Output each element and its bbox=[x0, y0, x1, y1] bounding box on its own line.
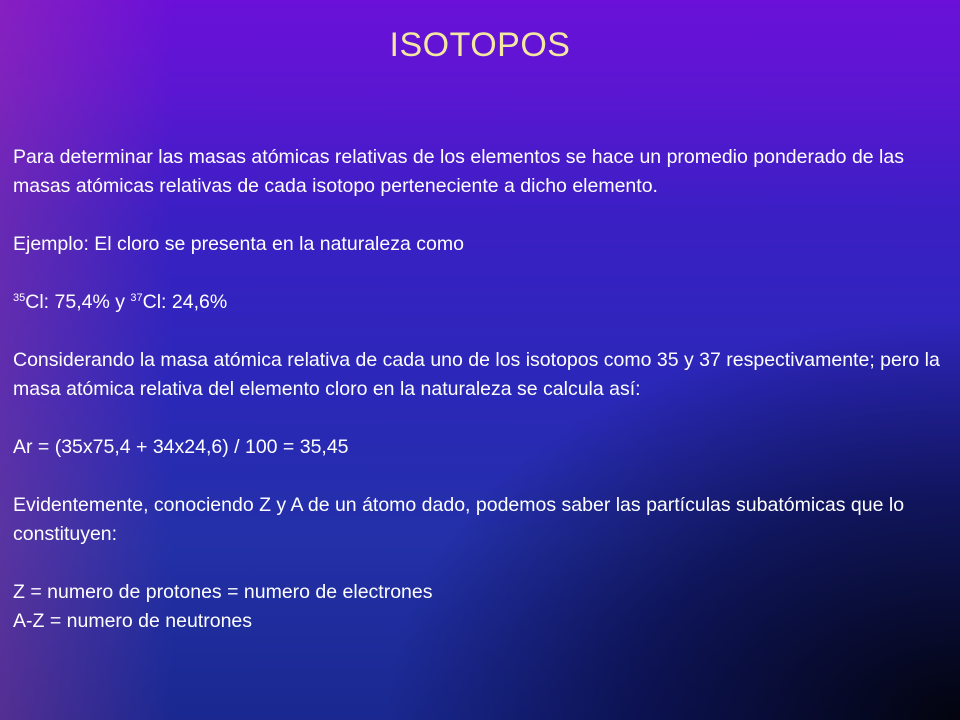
a-minus-z-definition: A-Z = numero de neutrones bbox=[13, 610, 253, 632]
spacer bbox=[13, 549, 948, 578]
spacer bbox=[13, 404, 948, 433]
isotope-35-text: Cl: 75,4% y bbox=[25, 291, 131, 313]
isotope-abundances bbox=[13, 288, 948, 317]
spacer bbox=[13, 259, 948, 288]
z-definition: Z = numero de protones = numero de electrones bbox=[13, 581, 433, 603]
slide-body bbox=[13, 143, 948, 636]
slide-title: ISOTOPOS bbox=[389, 26, 571, 64]
spacer bbox=[13, 462, 948, 491]
example-line: Ejemplo: El cloro se presenta en la naturaleza como bbox=[13, 233, 464, 255]
isotope-37-mass-number: 37 bbox=[130, 292, 143, 304]
conclusion-paragraph: Evidentemente, conociendo Z y A de un átomo dado, podemos saber las partículas subatómicas que lo constituyen: bbox=[13, 494, 905, 545]
spacer bbox=[13, 317, 948, 346]
isotope-35-mass-number: 35 bbox=[13, 292, 26, 304]
intro-paragraph: Para determinar las masas atómicas relativas de los elementos se hace un promedio ponderado de las masas atómicas relativas de cada isotopo perteneciente a dicho elemento. bbox=[13, 146, 904, 197]
spacer bbox=[13, 201, 948, 230]
isotope-37-text: Cl: 24,6% bbox=[142, 291, 228, 313]
considering-paragraph: Considerando la masa atómica relativa de cada uno de los isotopos como 35 y 37 respectivamente; pero la masa atómica relativa del elemento cloro en la naturaleza se calcula así: bbox=[13, 349, 940, 400]
formula-line: Ar = (35x75,4 + 34x24,6) / 100 = 35,45 bbox=[13, 436, 349, 458]
